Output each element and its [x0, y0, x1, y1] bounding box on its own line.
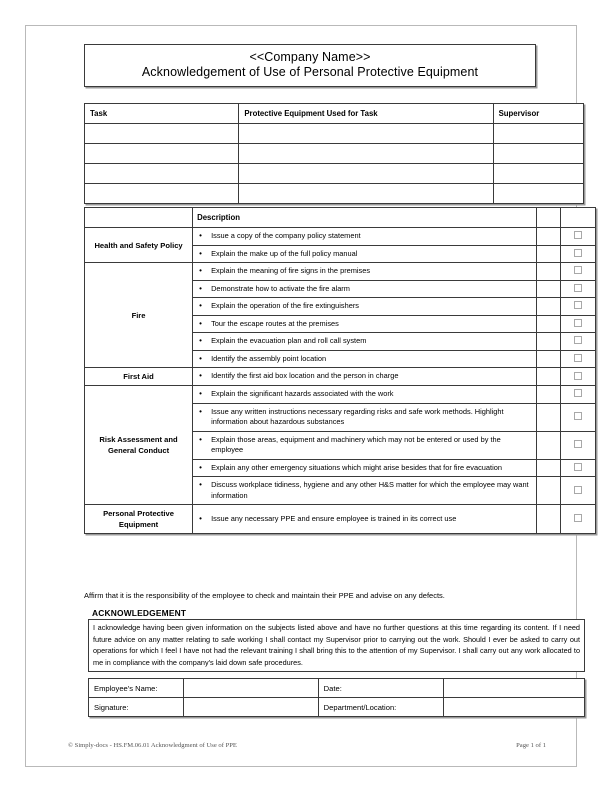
bullet-icon: •	[199, 266, 202, 275]
checklist-checkbox-cell[interactable]	[560, 368, 595, 386]
checklist-checkbox-cell[interactable]	[560, 477, 595, 505]
checkbox-icon[interactable]	[574, 284, 582, 292]
task-table-cell[interactable]	[85, 124, 239, 144]
checklist-header-row	[85, 208, 596, 228]
task-table-cell[interactable]	[493, 124, 583, 144]
checklist-spacer-cell	[536, 459, 560, 477]
signature-label-right: Department/Location:	[318, 698, 443, 717]
checkbox-icon[interactable]	[574, 231, 582, 239]
footer-reference: © Simply-docs - HS.FM.06.01 Acknowledgment of Use of PPE	[68, 742, 237, 749]
checklist-category-label: Fire	[85, 263, 193, 368]
bullet-icon: •	[199, 371, 202, 381]
checklist-spacer-cell	[536, 208, 560, 228]
checklist-item-text: Explain the meaning of fire signs in the premises	[211, 266, 371, 275]
supervisor-column-header: Supervisor	[493, 104, 583, 124]
signature-table-body	[89, 679, 585, 717]
checklist-item-text: Discuss workplace tidiness, hygiene and any other H&S matter for which the employee may want information	[211, 480, 529, 500]
checklist-checkbox-cell[interactable]	[560, 298, 595, 316]
bullet-icon: •	[199, 389, 202, 398]
checklist-spacer-cell	[536, 386, 560, 404]
table-row	[85, 144, 584, 164]
checklist-row	[85, 505, 596, 534]
checklist-item-cell	[193, 368, 537, 386]
checkbox-icon[interactable]	[574, 412, 582, 420]
document-subtitle: Acknowledgement of Use of Personal Protective Equipment	[141, 65, 479, 79]
checkbox-icon[interactable]	[574, 440, 582, 448]
checklist-header-blank	[85, 208, 193, 228]
checklist-item-cell	[193, 505, 537, 534]
checklist-spacer-cell	[536, 431, 560, 459]
bullet-icon: •	[199, 353, 202, 363]
checklist-item-cell	[193, 228, 537, 246]
checklist-item-cell	[193, 350, 537, 368]
signature-field-left[interactable]	[184, 698, 319, 717]
table-row	[85, 124, 584, 144]
checklist-spacer-cell	[536, 228, 560, 246]
bullet-icon: •	[199, 513, 202, 523]
checklist-item-cell	[193, 386, 537, 404]
table-row	[85, 184, 584, 204]
checklist-checkbox-cell[interactable]	[560, 280, 595, 298]
bullet-icon: •	[199, 231, 202, 240]
bullet-icon: •	[199, 434, 202, 444]
signature-field-right[interactable]	[444, 679, 585, 698]
checklist-item-cell	[193, 431, 537, 459]
affirm-statement: Affirm that it is the responsibility of the employee to check and maintain their PPE and advise on any defects.	[84, 591, 445, 600]
checklist-category-label: Risk Assessment and General Conduct	[85, 386, 193, 505]
bullet-icon: •	[199, 480, 202, 489]
signature-field-right[interactable]	[444, 698, 585, 717]
checklist-row	[85, 386, 596, 404]
checklist-spacer-cell	[536, 477, 560, 505]
task-table-cell[interactable]	[239, 184, 493, 204]
checklist-spacer-cell	[536, 280, 560, 298]
checklist-item-text: Explain the operation of the fire extinguishers	[211, 301, 359, 310]
checklist-item-text: Issue any necessary PPE and ensure employee is trained in its correct use	[211, 513, 457, 523]
checklist-item-cell	[193, 333, 537, 351]
checklist-item-text: Issue any written instructions necessary regarding risks and safe work methods. Highlight information about hazardous substances	[211, 406, 504, 426]
table-row	[85, 164, 584, 184]
checklist-category-label: First Aid	[85, 368, 193, 386]
bullet-icon: •	[199, 318, 202, 328]
task-table-cell[interactable]	[85, 184, 239, 204]
checklist-item-cell	[193, 477, 537, 505]
checklist-item-text: Explain the significant hazards associated with the work	[211, 389, 394, 398]
task-equipment-table	[84, 103, 584, 204]
checklist-checkbox-cell[interactable]	[560, 315, 595, 333]
task-table-cell[interactable]	[85, 164, 239, 184]
checklist-item-cell	[193, 280, 537, 298]
task-table-body	[85, 124, 584, 204]
description-column-header: Description	[193, 208, 537, 228]
signature-label-left: Signature:	[89, 698, 184, 717]
checkbox-icon[interactable]	[574, 319, 582, 327]
checklist-item-text: Explain those areas, equipment and machinery which may not be entered or used by the employee	[211, 434, 501, 454]
task-table-header-row	[85, 104, 584, 124]
signature-field-left[interactable]	[184, 679, 319, 698]
checklist-spacer-cell	[536, 368, 560, 386]
checklist-spacer-cell	[536, 263, 560, 281]
bullet-icon: •	[199, 301, 202, 310]
bullet-icon: •	[199, 248, 202, 258]
task-table-cell[interactable]	[239, 144, 493, 164]
bullet-icon: •	[199, 462, 202, 472]
task-table-cell[interactable]	[493, 164, 583, 184]
signature-row	[89, 698, 585, 717]
checklist-spacer-cell	[536, 505, 560, 534]
task-column-header: Task	[85, 104, 239, 124]
company-name-placeholder: <<Company Name>>	[249, 50, 371, 64]
checklist-item-cell	[193, 298, 537, 316]
checklist-spacer-cell	[536, 350, 560, 368]
checklist-item-text: Identify the first aid box location and the person in charge	[211, 371, 399, 381]
checklist-spacer-cell	[536, 315, 560, 333]
checklist-category-label: Health and Safety Policy	[85, 228, 193, 263]
checklist-item-cell	[193, 403, 537, 431]
checklist-body	[85, 208, 596, 534]
checklist-checkbox-cell[interactable]	[560, 245, 595, 263]
checkbox-icon[interactable]	[574, 372, 582, 380]
checklist-checkbox-cell[interactable]	[560, 333, 595, 351]
checklist-item-text: Demonstrate how to activate the fire alarm	[211, 283, 350, 293]
checklist-checkbox-cell[interactable]	[560, 228, 595, 246]
checkbox-icon[interactable]	[574, 354, 582, 362]
checklist-item-text: Issue a copy of the company policy statement	[211, 231, 361, 240]
checklist-item-text: Explain any other emergency situations which might arise besides that for fire evacuation	[211, 462, 502, 472]
acknowledgement-box	[88, 619, 585, 672]
checkbox-icon[interactable]	[574, 389, 582, 397]
task-table-cell[interactable]	[239, 164, 493, 184]
signature-label-left: Employee's Name:	[89, 679, 184, 698]
checklist-item-cell	[193, 263, 537, 281]
signature-table	[88, 678, 585, 717]
checkbox-column-header	[560, 208, 595, 228]
footer-page-number: Page 1 of 1	[516, 742, 546, 749]
page-footer	[68, 742, 546, 749]
checklist-category-label: Personal Protective Equipment	[85, 505, 193, 534]
checklist-spacer-cell	[536, 403, 560, 431]
checkbox-icon[interactable]	[574, 463, 582, 471]
checklist-checkbox-cell[interactable]	[560, 459, 595, 477]
checklist-spacer-cell	[536, 298, 560, 316]
signature-label-right: Date:	[318, 679, 443, 698]
task-table-cell[interactable]	[85, 144, 239, 164]
checklist-item-text: Tour the escape routes at the premises	[211, 318, 339, 328]
checklist-spacer-cell	[536, 245, 560, 263]
checklist-row	[85, 228, 596, 246]
checklist-checkbox-cell[interactable]	[560, 403, 595, 431]
acknowledgement-heading: ACKNOWLEDGEMENT	[92, 608, 187, 618]
document-title-box	[84, 44, 536, 87]
bullet-icon: •	[199, 283, 202, 293]
checklist-item-text: Identify the assembly point location	[211, 353, 327, 363]
checklist-item-text: Explain the make up of the full policy manual	[211, 248, 358, 258]
checklist-checkbox-cell[interactable]	[560, 386, 595, 404]
task-table-cell[interactable]	[239, 124, 493, 144]
task-table-cell[interactable]	[493, 184, 583, 204]
checklist-checkbox-cell[interactable]	[560, 263, 595, 281]
checkbox-icon[interactable]	[574, 514, 582, 522]
checklist-spacer-cell	[536, 333, 560, 351]
bullet-icon: •	[199, 406, 202, 416]
checkbox-icon[interactable]	[574, 336, 582, 344]
checklist-row	[85, 263, 596, 281]
signature-row	[89, 679, 585, 698]
checklist-row	[85, 368, 596, 386]
checklist-checkbox-cell[interactable]	[560, 505, 595, 534]
checklist-checkbox-cell[interactable]	[560, 350, 595, 368]
checkbox-icon[interactable]	[574, 249, 582, 257]
bullet-icon: •	[199, 336, 202, 345]
acknowledgement-text: I acknowledge having been given information on the subjects listed above and have no further questions at this time regarding its content. If I need future advice on any matter relating to safe working I shall contact my Supervisor prior to carrying out the work. Should I ever be asked to carry out operations for which I feel I have not had the relevant training I shall bring this to the attention of my Supervisor. I shall carry out any work allocated to me in compliance with the company's laid down safe procedures.	[93, 623, 580, 667]
equipment-column-header: Protective Equipment Used for Task	[239, 104, 493, 124]
induction-checklist-table	[84, 207, 596, 534]
checkbox-icon[interactable]	[574, 486, 582, 494]
checklist-item-text: Explain the evacuation plan and roll call system	[211, 336, 367, 345]
checklist-item-cell	[193, 315, 537, 333]
checkbox-icon[interactable]	[574, 266, 582, 274]
checklist-checkbox-cell[interactable]	[560, 431, 595, 459]
checklist-item-cell	[193, 245, 537, 263]
task-table-cell[interactable]	[493, 144, 583, 164]
checklist-item-cell	[193, 459, 537, 477]
checkbox-icon[interactable]	[574, 301, 582, 309]
